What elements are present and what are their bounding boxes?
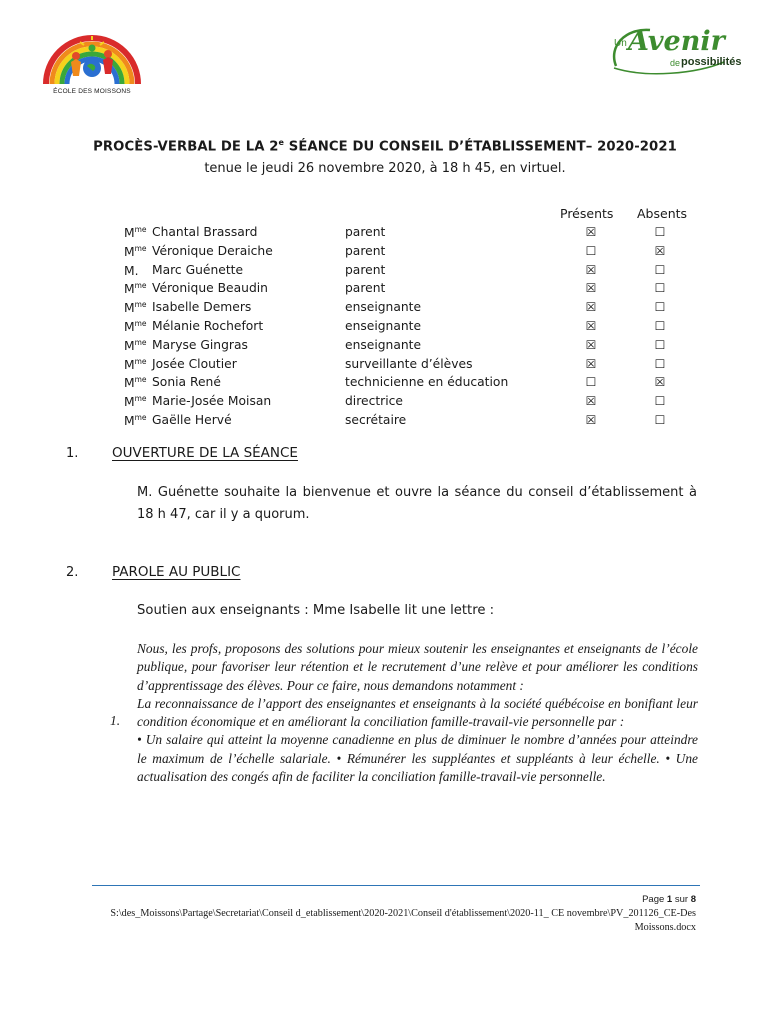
rainbow-children-icon: [40, 28, 144, 86]
attendance-row: [0, 394, 770, 413]
absents-header: Absents: [637, 206, 688, 221]
member-name: Isabelle Demers: [152, 300, 252, 315]
page-prefix: Page: [642, 894, 667, 905]
present-checkbox[interactable]: ☒: [585, 319, 597, 333]
civility-sup: me: [134, 281, 147, 291]
civility: [124, 281, 147, 296]
civility: [124, 244, 147, 259]
civility-sup: me: [134, 243, 147, 253]
attendance-row: [0, 357, 770, 376]
page-number: [642, 894, 696, 905]
civility-text: M: [124, 244, 135, 259]
civility: [124, 413, 147, 428]
avenir-logo-avenir: Avenir: [628, 26, 725, 57]
attendance-row: [0, 225, 770, 244]
civility-text: M: [124, 301, 135, 316]
present-checkbox[interactable]: ☒: [585, 356, 597, 371]
civility: [124, 263, 139, 278]
civility-text: M: [124, 376, 135, 391]
attendance-row: [0, 375, 770, 394]
member-name: Sonia René: [152, 375, 221, 390]
document-subtitle: tenue le jeudi 26 novembre 2020, à 18 h 45, en virtuel.: [204, 161, 566, 176]
presents-header: Présents: [560, 206, 614, 221]
title-sup: e: [278, 138, 285, 147]
letter-paragraph: Nous, les profs, proposons des solutions pour mieux soutenir les enseignantes et enseignants de l’école publique, pour favoriser leur rétention et le recrutement d’une relève et pour améliorer les conditions d’apprentissage des élèves. Pour ce faire, nous demandons notamment :: [137, 641, 698, 693]
member-name: Véronique Beaudin: [152, 281, 268, 296]
member-name: Gaëlle Hervé: [152, 413, 232, 427]
civility: [124, 338, 147, 353]
civility: [124, 357, 147, 372]
member-role: parent: [345, 281, 386, 296]
letter-item-number: 1.: [110, 713, 121, 728]
civility-text: M: [124, 338, 135, 353]
document-title: [0, 138, 770, 154]
member-role: directrice: [345, 394, 403, 409]
civility: [124, 319, 147, 334]
letter-item-text: La reconnaissance de l’apport des enseignantes et enseignants à la société québécoise en bonifiant leur condition économique et en améliorant la conciliation famille-travail-vie personnelle par :: [137, 695, 698, 730]
absent-checkbox[interactable]: ☐: [654, 262, 666, 277]
attendance-row: [0, 281, 770, 300]
letter-bullets: • Un salaire qui atteint la moyenne canadienne en plus de diminuer le nombre d’années pour atteindre le maximum de l’échelle salariale. • Rémunérer les suppléantes et suppléants à leur échelle. • Une actualisation des congés afin de faciliter la conciliation famille-travail-vie personnelle.: [137, 732, 698, 785]
civility-sup: me: [134, 413, 147, 422]
civility-sup: me: [134, 300, 147, 310]
civility-sup: me: [134, 225, 147, 234]
page-total: 8: [690, 894, 696, 905]
civility-sup: me: [134, 394, 147, 404]
avenir-logo-un: Un: [614, 38, 627, 49]
page-middle: sur: [672, 894, 691, 905]
present-checkbox[interactable]: ☐: [585, 375, 597, 390]
civility-text: M: [124, 395, 135, 410]
absent-checkbox[interactable]: ☐: [654, 413, 666, 427]
civility-sup: me: [134, 337, 147, 347]
civility-text: M.: [124, 263, 139, 278]
section-1-number: 1.: [66, 446, 79, 461]
civility: [124, 375, 147, 390]
letter-text: [137, 640, 698, 786]
present-checkbox[interactable]: ☒: [585, 413, 597, 427]
attendance-row: [0, 263, 770, 282]
title-prefix: PROCÈS-VERBAL DE LA 2: [93, 139, 279, 155]
civility: [124, 300, 147, 315]
section-1-body: M. Guénette souhaite la bienvenue et ouvre la séance du conseil d’établissement à 18 h 47, car il y a quorum.: [137, 485, 697, 522]
absent-checkbox[interactable]: ☒: [654, 243, 666, 258]
present-checkbox[interactable]: ☒: [585, 262, 597, 277]
member-role: technicienne en éducation: [345, 375, 509, 390]
member-name: Marie-Josée Moisan: [152, 394, 272, 409]
member-role: enseignante: [345, 319, 422, 333]
section-2-heading: PAROLE AU PUBLIC: [112, 564, 241, 580]
civility-text: M: [124, 357, 135, 372]
avenir-logo-possibilites: possibilités: [681, 56, 742, 68]
member-role: enseignante: [345, 300, 422, 315]
present-checkbox[interactable]: ☒: [585, 225, 597, 239]
member-name: Marc Guénette: [152, 262, 244, 277]
member-role: parent: [345, 243, 386, 258]
file-path: S:\des_Moissons\Partage\Secretariat\Conseil d_etablissement\2020-2021\Conseil d'établissement\2020-11_ CE novembre\PV_201126_CE-Des Moissons.docx: [110, 908, 696, 933]
absent-checkbox[interactable]: ☐: [654, 356, 666, 371]
attendance-row: [0, 413, 770, 432]
section-2-intro: Soutien aux enseignants : Mme Isabelle lit une lettre :: [137, 603, 495, 618]
member-name: Mélanie Rochefort: [152, 319, 264, 333]
section-1-heading: OUVERTURE DE LA SÉANCE: [112, 445, 298, 461]
absent-checkbox[interactable]: ☒: [654, 375, 666, 390]
absent-checkbox[interactable]: ☐: [654, 394, 666, 409]
absent-checkbox[interactable]: ☐: [654, 300, 666, 315]
member-role: surveillante d’élèves: [345, 356, 473, 371]
avenir-logo: [606, 26, 742, 78]
civility-text: M: [124, 320, 135, 335]
page-current: 1: [666, 894, 673, 905]
member-name: Josée Cloutier: [152, 356, 237, 371]
present-checkbox[interactable]: ☒: [585, 300, 597, 315]
civility-text: M: [124, 282, 135, 297]
absent-checkbox[interactable]: ☐: [654, 281, 666, 296]
civility: [124, 225, 147, 240]
civility-sup: me: [134, 375, 147, 385]
civility-sup: me: [134, 356, 147, 366]
present-checkbox[interactable]: ☒: [585, 337, 597, 352]
member-role: enseignante: [345, 337, 422, 352]
civility: [124, 394, 147, 409]
attendance-row: [0, 300, 770, 319]
civility-text: M: [124, 226, 135, 241]
member-role: secrétaire: [345, 413, 407, 427]
civility-sup: me: [134, 319, 147, 328]
civility-text: M: [124, 414, 135, 429]
school-logo: [40, 28, 144, 100]
attendance-row: [0, 338, 770, 357]
member-name: Chantal Brassard: [152, 225, 258, 239]
avenir-logo-de: de: [670, 58, 681, 68]
member-role: parent: [345, 225, 386, 239]
member-role: parent: [345, 262, 386, 277]
school-logo-text: ÉCOLE DES MOISSONS: [53, 88, 131, 95]
section-2-number: 2.: [66, 565, 79, 580]
absent-checkbox[interactable]: ☐: [654, 337, 666, 352]
attendance-row: [0, 244, 770, 263]
present-checkbox[interactable]: ☒: [585, 394, 597, 409]
absent-checkbox[interactable]: ☐: [654, 225, 666, 239]
footer-rule: [92, 885, 700, 886]
title-suffix: SÉANCE DU CONSEIL D’ÉTABLISSEMENT– 2020-2021: [284, 139, 677, 155]
member-name: Véronique Deraiche: [152, 243, 273, 258]
attendance-row: [0, 319, 770, 338]
absent-checkbox[interactable]: ☐: [654, 319, 666, 333]
present-checkbox[interactable]: ☐: [585, 243, 597, 258]
present-checkbox[interactable]: ☒: [585, 281, 597, 296]
member-name: Maryse Gingras: [152, 337, 248, 352]
